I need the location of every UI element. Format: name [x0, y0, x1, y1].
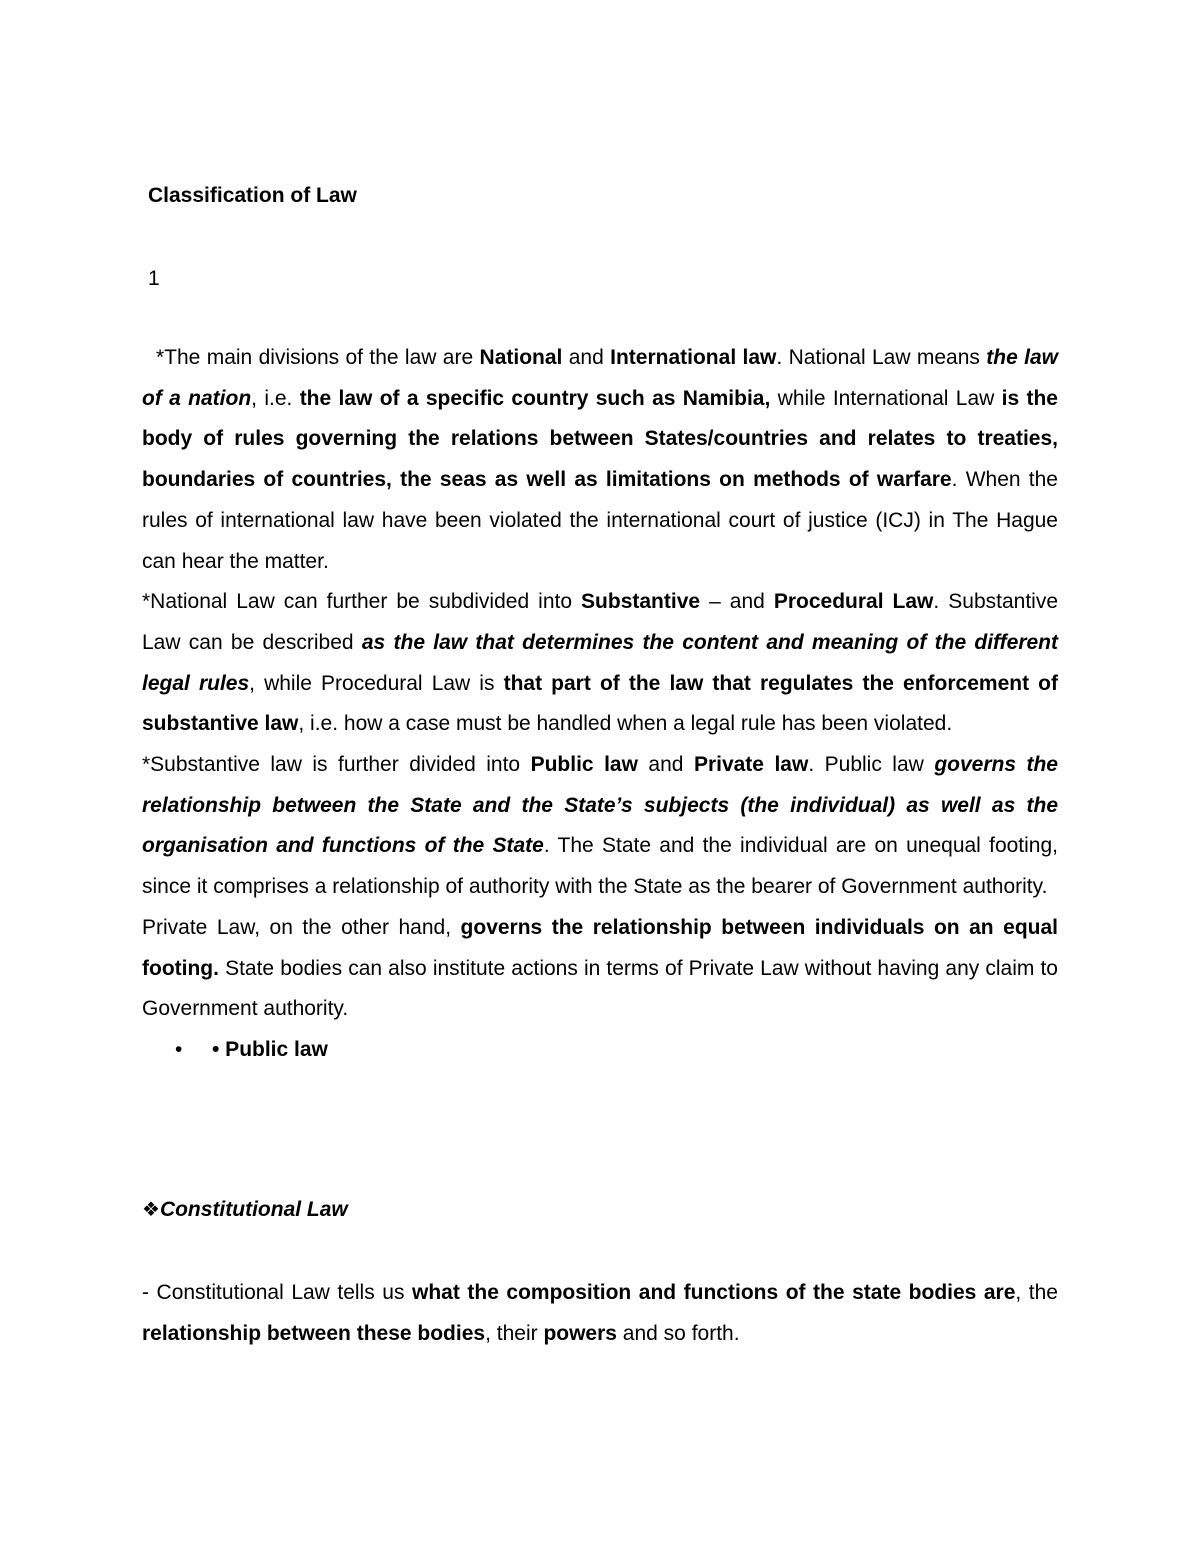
paragraph-constitutional-law: - Constitutional Law tells us what the composition and functions of the state bodies are, the relationship between these bodies, their powers and so forth. [142, 1281, 1058, 1345]
page-number: 1 [148, 267, 160, 290]
bold-phrase: the law of a specific country such as Namibia, [299, 386, 771, 410]
bold-term: Procedural Law [773, 590, 934, 614]
document-body [142, 338, 1058, 1071]
bold-phrase: governs the relationship between individuals on an equal footing. [142, 915, 1058, 980]
bold-term: National [479, 346, 563, 369]
bullet-icon: • [175, 1037, 183, 1061]
paragraph-substantive-law: *Substantive law is further divided into Public law and Private law. Public law governs the relationship between the State and the State’s subjects (the individual) as well as the organisation and functions of the State. The State and the individual are on unequal footing, since it comprises a relationship of authority with the State as the bearer of Government authority. [142, 753, 1058, 899]
bold-italic-phrase: as the law that determines the content and meaning of the different legal rules [142, 630, 1059, 695]
paragraph-private-law: Private Law, on the other hand, governs the relationship between individuals on an equal footing. State bodies can also institute actions in terms of Private Law without having any claim to Government authority. [142, 915, 1058, 1021]
bold-term: powers [543, 1321, 617, 1345]
bold-italic-phrase: the law of a nation [142, 346, 1058, 410]
document-body-continued [142, 1273, 1058, 1354]
bold-term: Private law [693, 753, 809, 777]
document-title: Classification of Law [148, 184, 357, 207]
paragraph-national-law: *National Law can further be subdivided into Substantive – and Procedural Law. Substantive Law can be described as the law that determines the content and meaning of the different legal rules, while Procedural Law is that part of the law that regulates the enforcement of substantive law, i.e. how a case must be handled when a legal rule has been violated. [142, 590, 1059, 736]
diamond-bullet-icon: ❖ [142, 1199, 160, 1221]
bold-italic-phrase: governs the relationship between the State and the State’s subjects (the individual) as well as the organisation and functions of the State [142, 753, 1058, 858]
paragraph-divisions-of-law: *The main divisions of the law are National and International law. National Law means the law of a nation, i.e. the law of a specific country such as Namibia, while International Law is the body of rules governing the relations between States/countries and relates to treaties, boundaries of countries, the seas as well as limitations on methods of warfare. When the rules of international law have been violated the international court of justice (ICJ) in The Hague can hear the matter. [142, 346, 1058, 573]
bold-phrase: that part of the law that regulates the enforcement of substantive law [142, 671, 1059, 736]
bullet-item-public-law: • • Public law [142, 1030, 1058, 1071]
bold-phrase: relationship between these bodies [142, 1321, 486, 1345]
bold-phrase: what the composition and functions of the state bodies are [412, 1281, 1016, 1304]
section-heading-constitutional-law: ❖Constitutional Law [142, 1198, 348, 1221]
bold-term: Substantive [581, 590, 701, 614]
bold-term: Public law [530, 753, 638, 777]
bold-term: International law [610, 346, 777, 369]
bold-phrase: is the body of rules governing the relations between States/countries and relates to treaties, boundaries of countries, the seas as well as limitations on methods of warfare [142, 386, 1058, 492]
